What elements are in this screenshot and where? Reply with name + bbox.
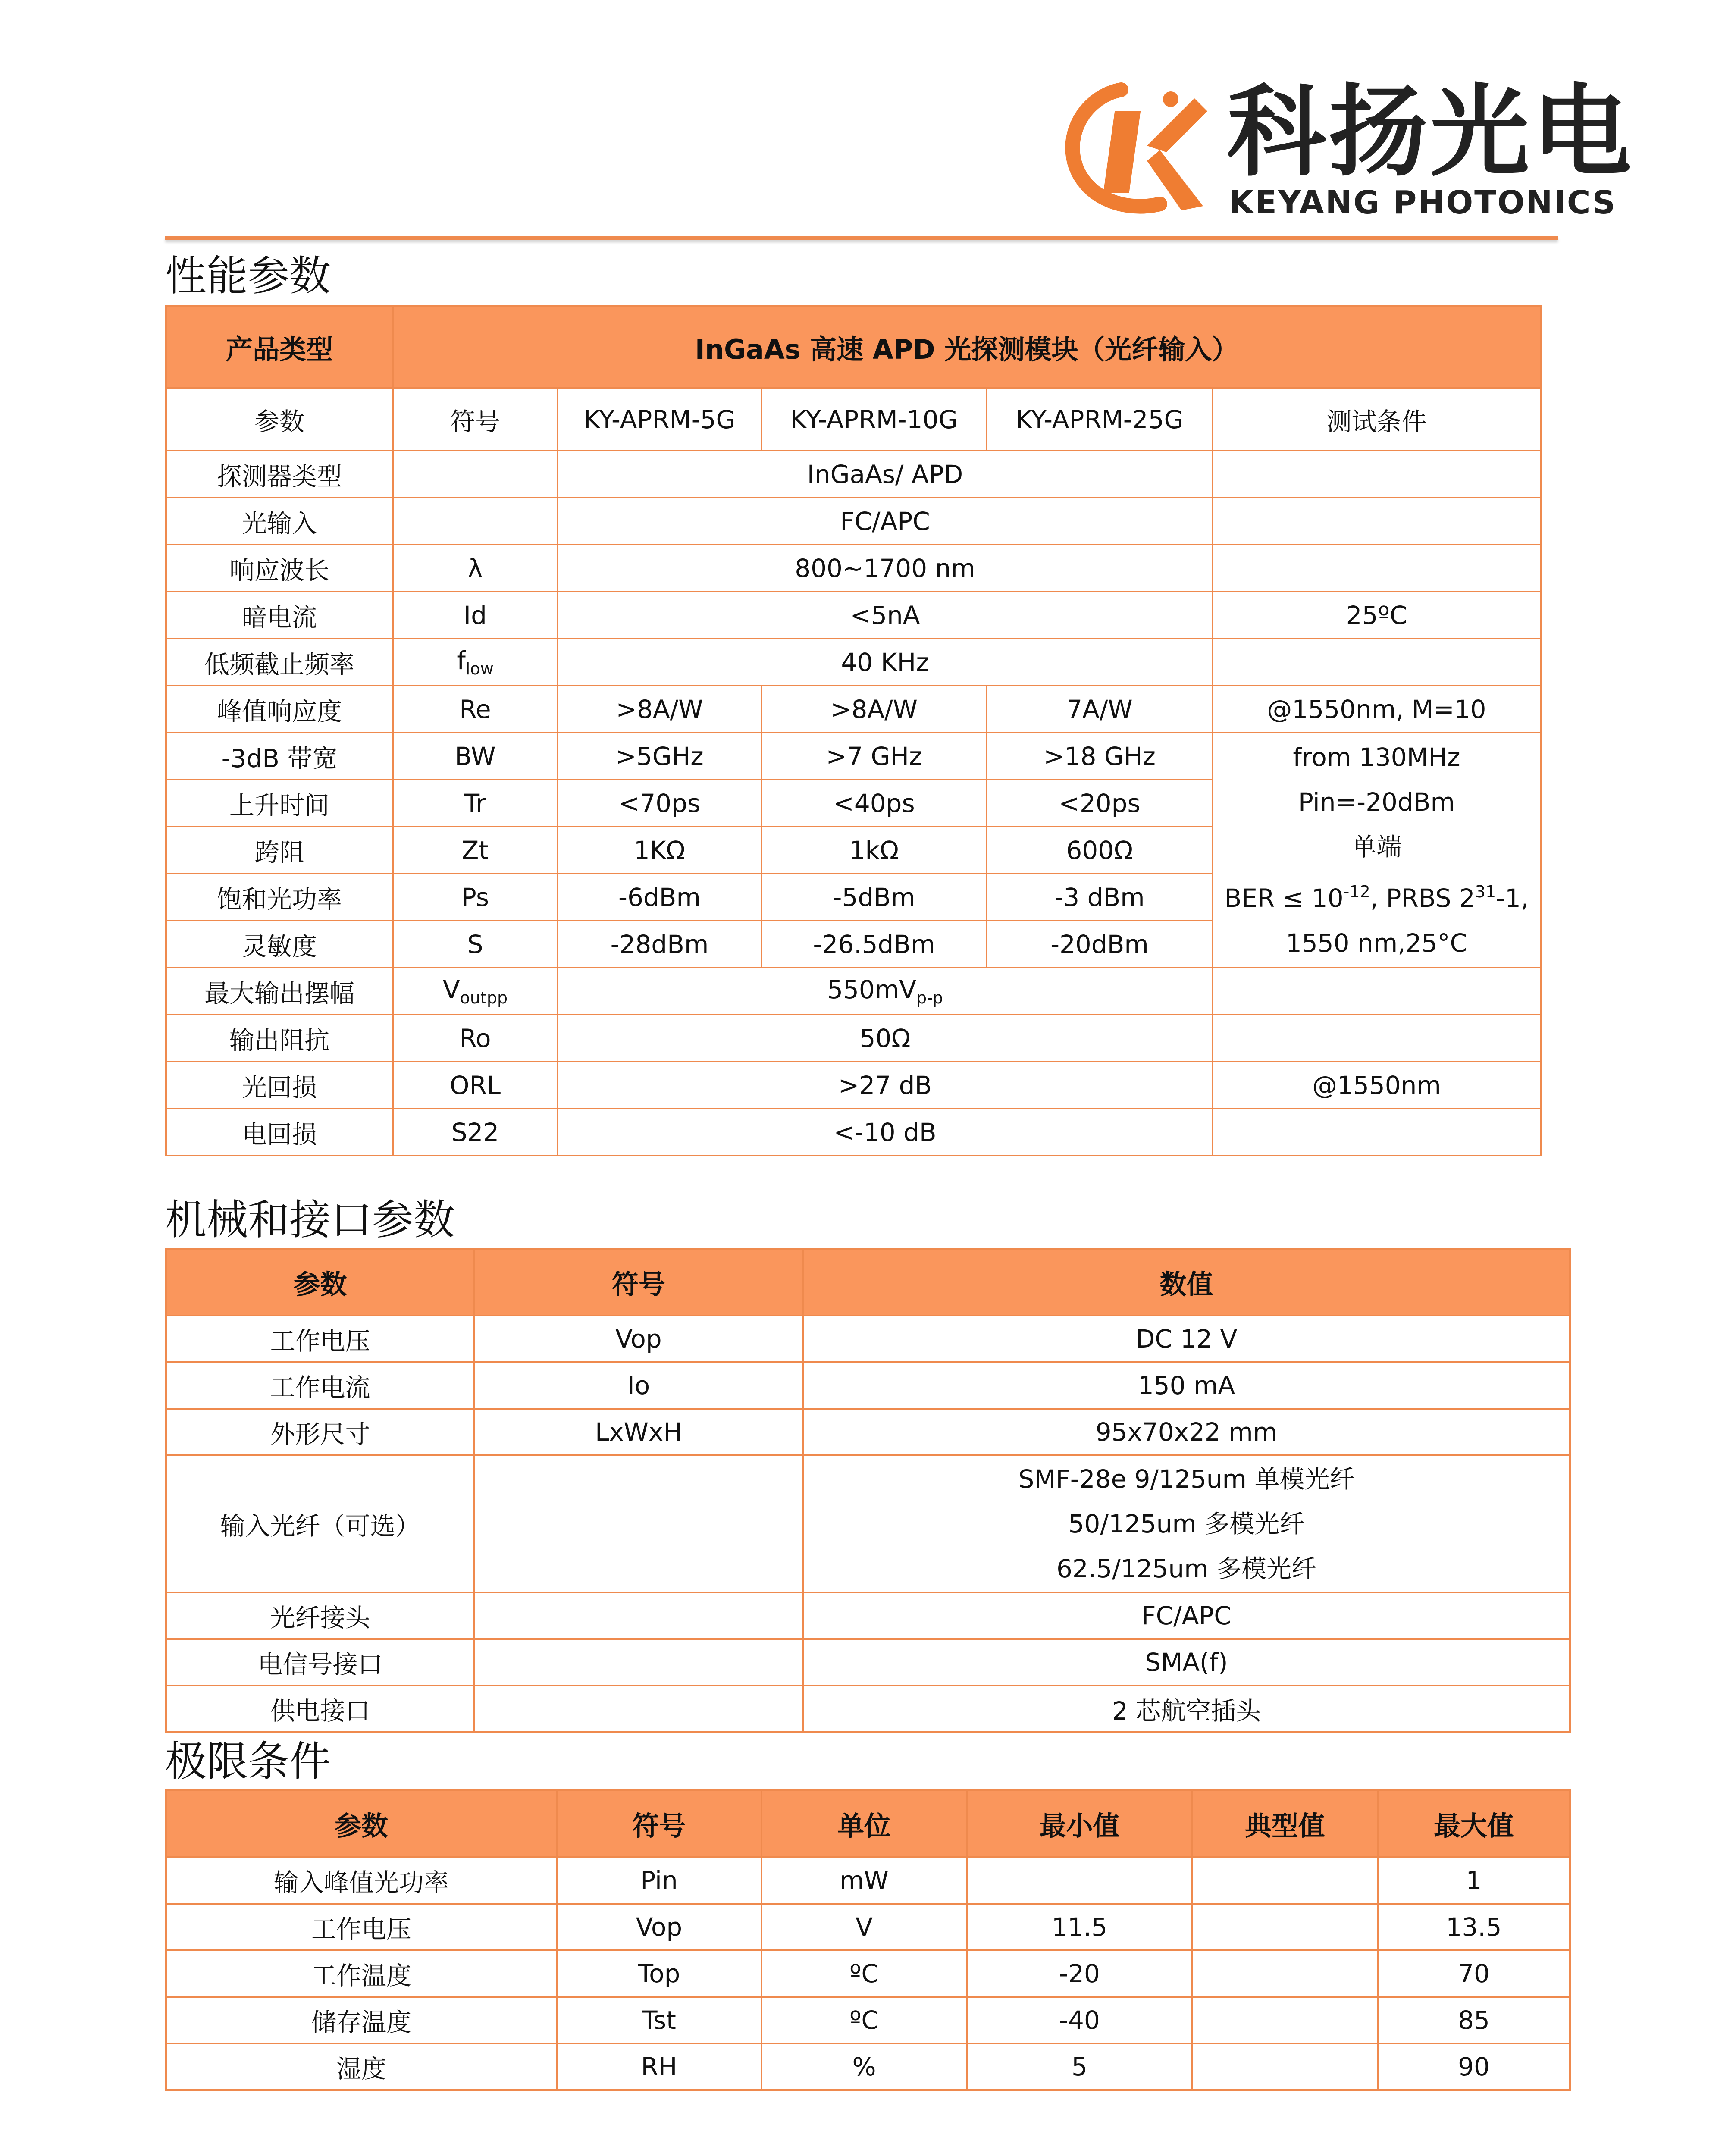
prbs-suffix: -1,	[1496, 884, 1529, 913]
symbol-cell: λ	[393, 545, 558, 592]
value-cell: 150 mA	[803, 1362, 1570, 1409]
unit-cell: %	[761, 2043, 967, 2090]
condition-cell	[1213, 545, 1541, 592]
condition-cell: @1550nm	[1213, 1062, 1541, 1109]
brand-name-cn: 科扬光电	[1227, 75, 1634, 190]
symbol-cell	[474, 1592, 803, 1639]
value-25g: -3 dBm	[987, 874, 1213, 921]
section-title-limits: 极限条件	[165, 1737, 331, 1786]
symbol-cell	[393, 498, 558, 545]
col-header-5g: KY-APRM-5G	[558, 388, 761, 451]
param-cell: 输入峰值光功率	[166, 1857, 557, 1904]
param-cell: 光输入	[166, 498, 393, 545]
condition-cell: @1550nm, M=10	[1213, 686, 1541, 733]
max-cell: 1	[1378, 1857, 1570, 1904]
param-cell: 输出阻抗	[166, 1015, 393, 1062]
symbol-cell: Top	[557, 1950, 761, 1997]
value-10g: -26.5dBm	[761, 921, 987, 968]
value-10g: >8A/W	[761, 686, 987, 733]
value-5g: -6dBm	[558, 874, 761, 921]
col-header-param: 参数	[166, 1790, 557, 1857]
symbol-cell: Ro	[393, 1015, 558, 1062]
table-row	[166, 1362, 1570, 1409]
param-cell: 工作电压	[166, 1316, 474, 1362]
table-row	[166, 2043, 1570, 2090]
param-cell: 工作电流	[166, 1362, 474, 1409]
symbol-cell: LxWxH	[474, 1409, 803, 1455]
symbol-cell	[474, 1639, 803, 1686]
value-cell: FC/APC	[803, 1592, 1570, 1639]
value-cell	[558, 968, 1213, 1015]
product-type-label: 产品类型	[166, 306, 393, 388]
col-header-typ: 典型值	[1192, 1790, 1378, 1857]
value-25g: 7A/W	[987, 686, 1213, 733]
unit-cell: V	[761, 1904, 967, 1950]
value-10g: 1kΩ	[761, 827, 987, 874]
min-cell: -20	[967, 1950, 1192, 1997]
param-cell: 光纤接头	[166, 1592, 474, 1639]
fiber-option: 62.5/125um 多模光纤	[1056, 1554, 1317, 1583]
condition-cell	[1213, 639, 1541, 686]
symbol-cell: Re	[393, 686, 558, 733]
value-5g: >8A/W	[558, 686, 761, 733]
value-subscript: p-p	[916, 988, 943, 1007]
value-10g: -5dBm	[761, 874, 987, 921]
param-cell: 跨阻	[166, 827, 393, 874]
table-row	[166, 1950, 1570, 1997]
table-row	[166, 1639, 1570, 1686]
symbol-cell: RH	[557, 2043, 761, 2090]
col-header-param: 参数	[166, 388, 393, 451]
value-cell: FC/APC	[558, 498, 1213, 545]
condition-cell	[1213, 968, 1541, 1015]
value-cell: SMA(f)	[803, 1639, 1570, 1686]
fiber-option: 50/125um 多模光纤	[1068, 1509, 1305, 1539]
symbol-cell: Id	[393, 592, 558, 639]
symbol-cell	[474, 1455, 803, 1592]
value-cell: 40 KHz	[558, 639, 1213, 686]
symbol-main: f	[457, 646, 466, 675]
param-cell: 饱和光功率	[166, 874, 393, 921]
keyang-logo-icon	[1061, 81, 1216, 219]
col-header-symbol: 符号	[393, 388, 558, 451]
table-row	[166, 639, 1541, 686]
table-row	[166, 1686, 1570, 1732]
table-row	[166, 1062, 1541, 1109]
prbs-exponent: 31	[1475, 882, 1496, 901]
table-row	[166, 1316, 1570, 1362]
param-cell: 最大输出摆幅	[166, 968, 393, 1015]
fiber-option: SMF-28e 9/125um 单模光纤	[1018, 1464, 1355, 1494]
condition-line	[1217, 869, 1536, 921]
param-cell: 供电接口	[166, 1686, 474, 1732]
symbol-cell: Ps	[393, 874, 558, 921]
mechanical-table	[165, 1248, 1571, 1733]
param-cell: 暗电流	[166, 592, 393, 639]
param-cell: 储存温度	[166, 1997, 557, 2043]
symbol-cell: Io	[474, 1362, 803, 1409]
symbol-cell: Pin	[557, 1857, 761, 1904]
typ-cell	[1192, 2043, 1378, 2090]
brand-name-en: KEYANG PHOTONICS	[1229, 184, 1617, 221]
col-header-max: 最大值	[1378, 1790, 1570, 1857]
symbol-cell: Vop	[557, 1904, 761, 1950]
symbol-cell: Tr	[393, 780, 558, 827]
param-cell: 低频截止频率	[166, 639, 393, 686]
limits-table	[165, 1789, 1571, 2091]
ber-exponent: -12	[1343, 882, 1370, 901]
symbol-subscript: low	[465, 659, 494, 678]
max-cell: 13.5	[1378, 1904, 1570, 1950]
condition-cell	[1213, 498, 1541, 545]
param-cell: 输入光纤（可选）	[166, 1455, 474, 1592]
symbol-subscript: outpp	[460, 988, 508, 1007]
condition-cell: 25ºC	[1213, 592, 1541, 639]
table-row	[166, 1409, 1570, 1455]
param-cell: 外形尺寸	[166, 1409, 474, 1455]
condition-line: Pin=-20dBm	[1298, 787, 1455, 817]
value-cell: <5nA	[558, 592, 1213, 639]
col-header-25g: KY-APRM-25G	[987, 388, 1213, 451]
symbol-cell: Vop	[474, 1316, 803, 1362]
value-cell: 2 芯航空插头	[803, 1686, 1570, 1732]
param-cell: 灵敏度	[166, 921, 393, 968]
value-5g: <70ps	[558, 780, 761, 827]
value-25g: <20ps	[987, 780, 1213, 827]
col-header-symbol: 符号	[474, 1249, 803, 1316]
condition-line: 单端	[1351, 832, 1402, 862]
table-row	[166, 968, 1541, 1015]
col-header-condition: 测试条件	[1213, 388, 1541, 451]
value-10g: <40ps	[761, 780, 987, 827]
value-25g: >18 GHz	[987, 733, 1213, 780]
ber-text: BER ≤ 10	[1224, 884, 1344, 913]
unit-cell: ºC	[761, 1997, 967, 2043]
table-row	[166, 545, 1541, 592]
table-row	[166, 1455, 1570, 1592]
typ-cell	[1192, 1857, 1378, 1904]
param-cell: 光回损	[166, 1062, 393, 1109]
value-25g: 600Ω	[987, 827, 1213, 874]
value-cell: InGaAs/ APD	[558, 451, 1213, 498]
table-row	[166, 1109, 1541, 1156]
symbol-cell	[393, 968, 558, 1015]
symbol-cell: Zt	[393, 827, 558, 874]
max-cell: 70	[1378, 1950, 1570, 1997]
typ-cell	[1192, 1904, 1378, 1950]
condition-line: from 130MHz	[1293, 743, 1460, 772]
condition-line: 1550 nm,25°C	[1285, 928, 1468, 958]
param-cell: 探测器类型	[166, 451, 393, 498]
symbol-cell: ORL	[393, 1062, 558, 1109]
value-cell	[803, 1455, 1570, 1592]
prbs-text: , PRBS 2	[1370, 884, 1475, 913]
max-cell: 85	[1378, 1997, 1570, 2043]
value-cell: DC 12 V	[803, 1316, 1570, 1362]
col-header-value: 数值	[803, 1249, 1570, 1316]
value-25g: -20dBm	[987, 921, 1213, 968]
col-header-unit: 单位	[761, 1790, 967, 1857]
condition-cell	[1213, 451, 1541, 498]
param-cell: 工作温度	[166, 1950, 557, 1997]
value-cell: >27 dB	[558, 1062, 1213, 1109]
table-row	[166, 1015, 1541, 1062]
param-cell: 峰值响应度	[166, 686, 393, 733]
param-cell: 湿度	[166, 2043, 557, 2090]
header-rule	[165, 236, 1558, 240]
symbol-cell	[393, 451, 558, 498]
symbol-cell	[474, 1686, 803, 1732]
param-cell: 上升时间	[166, 780, 393, 827]
table-row	[166, 1904, 1570, 1950]
condition-cell	[1213, 1109, 1541, 1156]
unit-cell: ºC	[761, 1950, 967, 1997]
unit-cell: mW	[761, 1857, 967, 1904]
symbol-cell: BW	[393, 733, 558, 780]
value-cell: 800~1700 nm	[558, 545, 1213, 592]
merged-condition-cell	[1213, 733, 1541, 968]
product-type-value: InGaAs 高速 APD 光探测模块（光纤输入）	[393, 306, 1541, 388]
col-header-param: 参数	[166, 1249, 474, 1316]
section-title-mechanical: 机械和接口参数	[165, 1196, 455, 1244]
table-row	[166, 498, 1541, 545]
value-cell: 50Ω	[558, 1015, 1213, 1062]
typ-cell	[1192, 1997, 1378, 2043]
param-cell: -3dB 带宽	[166, 733, 393, 780]
col-header-10g: KY-APRM-10G	[761, 388, 987, 451]
value-main: 550mV	[827, 975, 916, 1004]
value-5g: 1KΩ	[558, 827, 761, 874]
value-5g: >5GHz	[558, 733, 761, 780]
symbol-main: V	[442, 975, 460, 1004]
condition-cell	[1213, 1015, 1541, 1062]
col-header-min: 最小值	[967, 1790, 1192, 1857]
param-cell: 电回损	[166, 1109, 393, 1156]
symbol-cell: S	[393, 921, 558, 968]
table-row	[166, 1857, 1570, 1904]
table-row	[166, 1592, 1570, 1639]
min-cell	[967, 1857, 1192, 1904]
min-cell: 5	[967, 2043, 1192, 2090]
value-10g: >7 GHz	[761, 733, 987, 780]
symbol-cell: S22	[393, 1109, 558, 1156]
typ-cell	[1192, 1950, 1378, 1997]
table-row	[166, 686, 1541, 733]
section-title-performance: 性能参数	[165, 252, 331, 300]
value-5g: -28dBm	[558, 921, 761, 968]
table-row	[166, 592, 1541, 639]
symbol-cell	[393, 639, 558, 686]
min-cell: 11.5	[967, 1904, 1192, 1950]
param-cell: 电信号接口	[166, 1639, 474, 1686]
table-row	[166, 733, 1541, 780]
company-logo	[1061, 72, 1634, 228]
performance-table	[165, 305, 1542, 1156]
table-row	[166, 1997, 1570, 2043]
min-cell: -40	[967, 1997, 1192, 2043]
table-row	[166, 451, 1541, 498]
symbol-cell: Tst	[557, 1997, 761, 2043]
col-header-symbol: 符号	[557, 1790, 761, 1857]
value-cell: 95x70x22 mm	[803, 1409, 1570, 1455]
param-cell: 响应波长	[166, 545, 393, 592]
max-cell: 90	[1378, 2043, 1570, 2090]
param-cell: 工作电压	[166, 1904, 557, 1950]
value-cell: <-10 dB	[558, 1109, 1213, 1156]
